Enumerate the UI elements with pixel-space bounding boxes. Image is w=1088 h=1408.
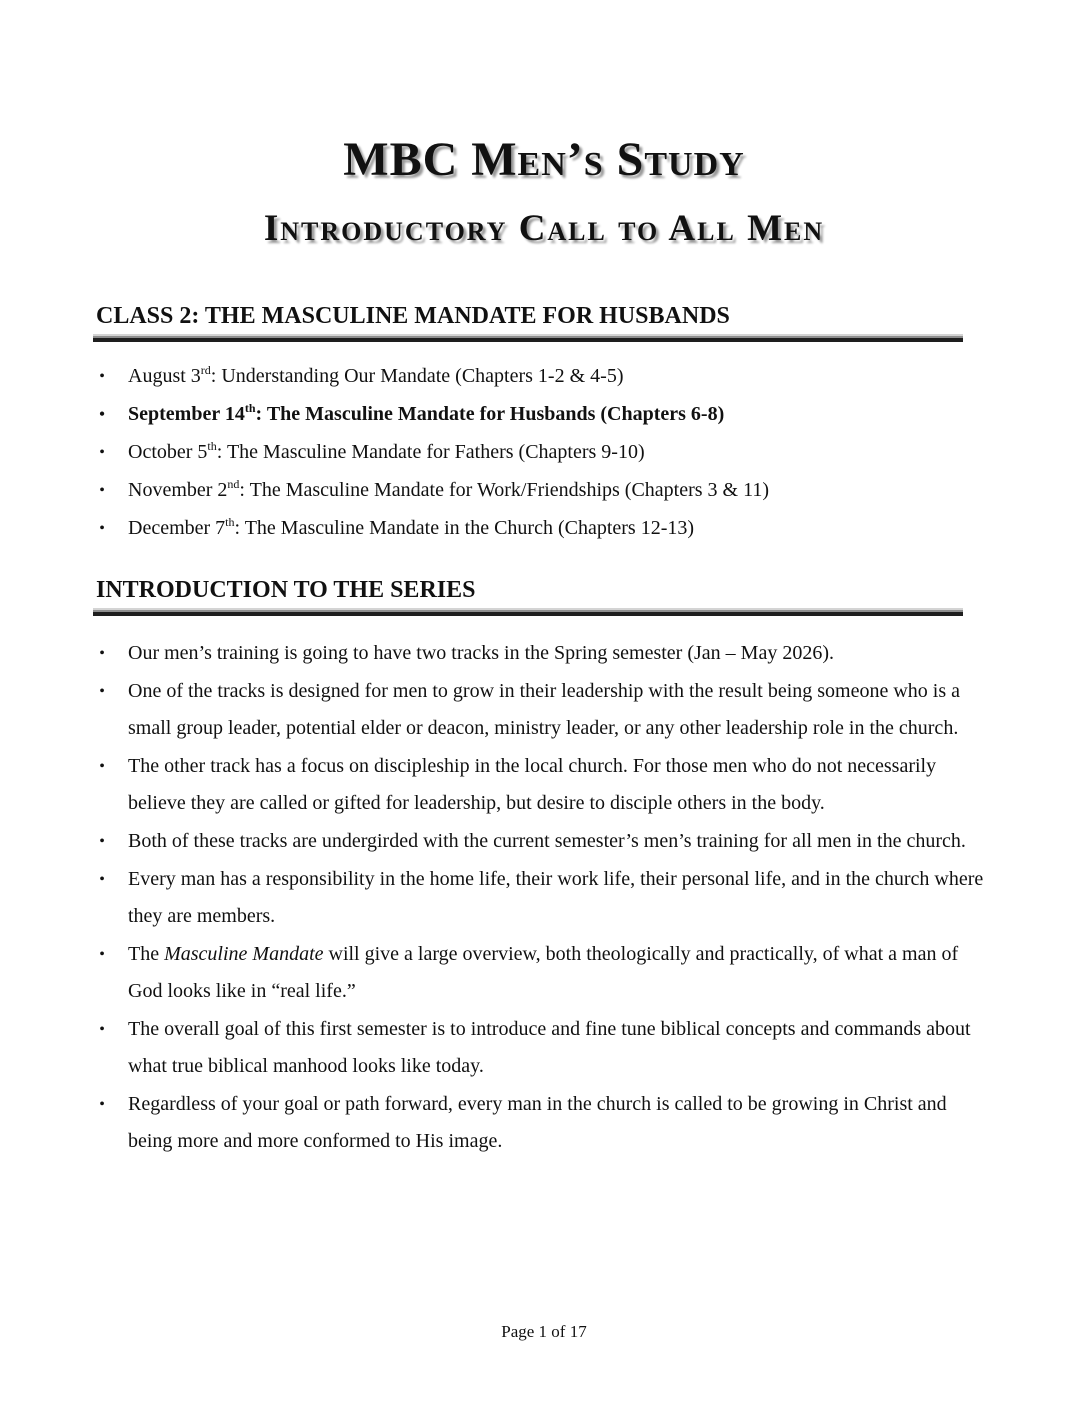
schedule-date: October 5 — [128, 441, 208, 463]
introduction-item — [96, 635, 996, 672]
introduction-list — [96, 635, 996, 1161]
introduction-text: Both of these tracks are undergirded with the current semester’s men’s training for all men in the church. — [128, 830, 966, 852]
schedule-topic: : The Masculine Mandate in the Church (Chapters 12-13) — [234, 517, 695, 539]
introduction-item — [96, 1086, 996, 1160]
schedule-date: November 2 — [128, 479, 228, 501]
introduction-text: Our men’s training is going to have two tracks in the Spring semester (Jan – May 2026). — [128, 642, 834, 664]
schedule-topic: : The Masculine Mandate for Husbands (Chapters 6-8) — [255, 403, 725, 425]
introduction-item — [96, 673, 996, 747]
schedule-item — [96, 434, 996, 471]
bullet-icon: • — [99, 758, 105, 775]
introduction-item — [96, 861, 996, 935]
bullet-icon: • — [99, 520, 105, 537]
bullet-icon: • — [99, 645, 105, 662]
schedule-date: December 7 — [128, 517, 226, 539]
section-divider — [93, 334, 963, 342]
date-suffix: rd — [200, 363, 211, 377]
schedule-item-current — [96, 396, 996, 433]
introduction-item — [96, 936, 996, 1010]
page-number: Page 1 of 17 — [501, 1322, 587, 1341]
bullet-icon: • — [99, 946, 105, 963]
section-divider — [93, 608, 963, 616]
document-subtitle: Introductory Call to All Men — [263, 208, 825, 249]
introduction-text-after: will give a large overview, both theologically and practically, of what a man of God looks like in “real life.” — [128, 943, 959, 1002]
date-suffix: th — [244, 401, 256, 415]
introduction-text: Regardless of your goal or path forward, every man in the church is called to be growing in Christ and being more and more conformed to His image. — [128, 1093, 947, 1152]
document-title: MBC Men’s Study — [343, 133, 745, 186]
schedule-topic: : The Masculine Mandate for Work/Friendships (Chapters 3 & 11) — [239, 479, 770, 501]
schedule-item — [96, 510, 996, 547]
bullet-icon: • — [99, 444, 105, 461]
date-suffix: th — [225, 515, 235, 529]
bullet-icon: • — [99, 683, 105, 700]
bullet-icon: • — [99, 833, 105, 850]
schedule-item — [96, 472, 996, 509]
schedule-date: September 14 — [128, 403, 245, 425]
introduction-heading: INTRODUCTION TO THE SERIES — [96, 577, 476, 603]
class-schedule-list — [96, 358, 996, 548]
schedule-item — [96, 358, 996, 395]
schedule-date: August 3 — [128, 365, 201, 387]
introduction-text: One of the tracks is designed for men to grow in their leadership with the result being someone who is a small group leader, potential elder or deacon, ministry leader, or any other leadership role in the church. — [128, 680, 961, 739]
bullet-icon: • — [99, 368, 105, 385]
bullet-icon: • — [99, 871, 105, 888]
introduction-text-before: The — [128, 943, 165, 965]
introduction-item — [96, 748, 996, 822]
schedule-topic: : Understanding Our Mandate (Chapters 1-2 & 4-5) — [210, 365, 624, 387]
title-block — [0, 128, 1088, 254]
bullet-icon: • — [99, 482, 105, 499]
introduction-text: The other track has a focus on discipleship in the local church. For those men who do not necessarily believe they are called or gifted for leadership, but desire to disciple others in the body. — [128, 755, 937, 814]
date-suffix: th — [207, 439, 217, 453]
bullet-icon: • — [99, 406, 105, 423]
class-schedule-heading: CLASS 2: THE MASCULINE MANDATE FOR HUSBANDS — [96, 303, 730, 329]
schedule-topic: : The Masculine Mandate for Fathers (Chapters 9-10) — [216, 441, 645, 463]
introduction-item — [96, 1011, 996, 1085]
bullet-icon: • — [99, 1096, 105, 1113]
introduction-text: The overall goal of this first semester is to introduce and fine tune biblical concepts and commands about what true biblical manhood looks like today. — [128, 1018, 971, 1077]
date-suffix: nd — [227, 477, 240, 491]
introduction-item — [96, 823, 996, 860]
bullet-icon: • — [99, 1021, 105, 1038]
book-title: Masculine Mandate — [164, 943, 324, 965]
introduction-text: Every man has a responsibility in the home life, their work life, their personal life, and in the church where they are members. — [128, 868, 984, 927]
